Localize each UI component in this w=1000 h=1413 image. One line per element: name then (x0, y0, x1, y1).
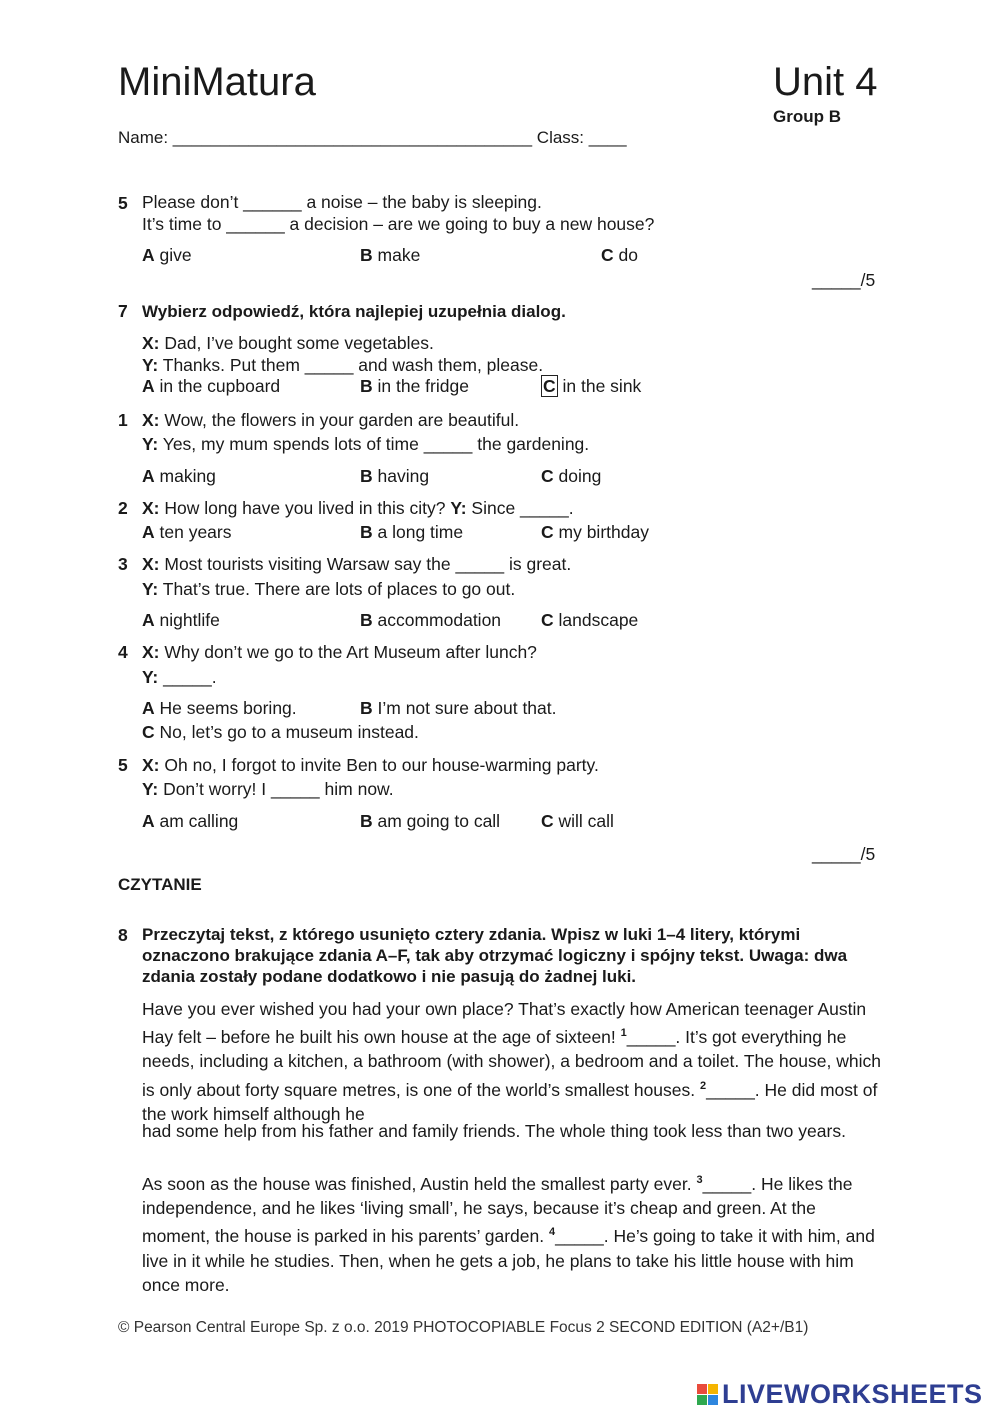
example-x-line: X: Dad, I’ve bought some vegetables. (142, 333, 434, 353)
question-8-instruction: Przeczytaj tekst, z którego usunięto cztery zdania. Wpisz w luki 1–4 litery, którymi oznaczono brakujące zdania A–F, tak aby otrzymać logiczny i spójny tekst. Uwaga: dwa zdania zostały podane dodatkowo i nie pasują do żadnej luki. (142, 925, 848, 986)
item-5-option-a[interactable]: A am calling (142, 811, 239, 831)
example-option-b: B in the fridge (360, 376, 469, 396)
question-number: 8 (118, 925, 128, 945)
liveworksheets-logo[interactable] (697, 1379, 983, 1410)
item-1-option-a[interactable]: A making (142, 466, 216, 486)
item-1-option-c[interactable]: C doing (541, 466, 602, 486)
gap-number: 1 (620, 1027, 627, 1040)
item-4-y-line: Y: _____. (142, 667, 217, 687)
gap-number: 2 (700, 1079, 707, 1092)
reading-paragraph-2: had some help from his father and family friends. The whole thing took less than two years. (142, 1121, 846, 1141)
gap-2: _____. He did most of the work himself although he (142, 1079, 878, 1124)
item-number: 1 (118, 410, 128, 430)
worksheet-title: MiniMatura (118, 60, 316, 104)
item-number: 2 (118, 498, 128, 518)
gap-number: 4 (548, 1226, 556, 1239)
example-y-line: Y: Thanks. Put them _____ and wash them, please. (142, 355, 544, 375)
item-number: 5 (118, 755, 128, 775)
item-5-x-line: X: Oh no, I forgot to invite Ben to our house-warming party. (142, 755, 599, 775)
item-3-option-b[interactable]: B accommodation (360, 610, 502, 630)
item-2-option-b[interactable]: B a long time (360, 522, 464, 542)
option-c[interactable]: C do (601, 245, 638, 265)
example-option-a: A in the cupboard (142, 376, 281, 396)
gap-3: _____. He likes the independence, and he likes ‘living small’, he says, because it’s cheap and green. At the moment, the house is parked in his parents’ garden. (142, 1173, 853, 1247)
score-field[interactable]: _____/5 (812, 270, 876, 290)
item-1-x-line: X: Wow, the flowers in your garden are beautiful. (142, 410, 520, 430)
unit-label: Unit 4 (773, 60, 878, 104)
item-1-y-line: Y: Yes, my mum spends lots of time _____ the gardening. (142, 434, 590, 454)
reading-paragraph-1: Have you ever wished you had your own place? That’s exactly how American teenager Austin Hay felt – before he built his own house at the age of sixteen! $^1$_____. It’s got everything he needs, including a kitchen, a bathroom (with shower), a bedroom and a toilet. The house, which is only about forty square metres, is one of the world’s smallest houses. $^2$_____. He did most of the work himself although he (142, 999, 881, 1124)
question-5-line-2: It’s time to ______ a decision – are we going to buy a new house? (142, 214, 655, 234)
copyright-footer: © Pearson Central Europe Sp. z o.o. 2019 PHOTOCOPIABLE Focus 2 SECOND EDITION (A2+/B1) (118, 1319, 809, 1336)
example-option-c-marked: C in the sink (543, 376, 642, 396)
item-3-y-line: Y: That’s true. There are lots of places to go out. (142, 579, 516, 599)
name-class-line: Name: ______________________________________ Class: ____ (118, 128, 627, 147)
option-b[interactable]: B make (360, 245, 421, 265)
gap-1: _____. It’s got everything he needs, including a kitchen, a bathroom (with shower), a bedroom and a toilet. The house, which is only about forty square metres, is one of the world’s smallest houses. (142, 1027, 881, 1100)
group-label: Group B (773, 107, 841, 126)
gap-number: 3 (696, 1174, 703, 1186)
item-3-option-a[interactable]: A nightlife (142, 610, 220, 630)
section-heading: CZYTANIE (118, 875, 202, 894)
question-5-line-1: Please don’t ______ a noise – the baby is sleeping. (142, 192, 542, 212)
logo-text: LIVEWORKSHEETS (722, 1379, 983, 1409)
score-field[interactable]: _____/5 (812, 844, 876, 864)
item-2-option-a[interactable]: A ten years (142, 522, 232, 542)
logo-icon (697, 1384, 718, 1405)
item-number: 3 (118, 554, 128, 574)
question-7-instruction: Wybierz odpowiedź, która najlepiej uzupełnia dialog. (142, 302, 566, 321)
item-4-option-b[interactable]: B I’m not sure about that. (360, 698, 557, 718)
answer-box: C (543, 376, 556, 396)
item-3-option-c[interactable]: C landscape (541, 610, 639, 630)
item-1-option-b[interactable]: B having (360, 466, 430, 486)
item-5-option-c[interactable]: C will call (541, 811, 614, 831)
item-2-line: X: How long have you lived in this city? Y: Since _____. (142, 498, 574, 518)
item-number: 4 (118, 642, 128, 662)
question-number: 5 (118, 193, 128, 213)
option-a[interactable]: A give (142, 245, 192, 265)
reading-paragraph-3: As soon as the house was finished, Austin held the smallest party ever. $^3$_____. He likes the independence, and he likes ‘living small’, he says, because it’s cheap and green. At the moment, the house is parked in his parents’ garden. $^4$_____. He’s going to take it with him, and live in it while he studies. Then, when he gets a job, he plans to take his little house with him once more. (142, 1173, 875, 1295)
item-5-y-line: Y: Don’t worry! I _____ him now. (142, 779, 394, 799)
item-4-x-line: X: Why don’t we go to the Art Museum after lunch? (142, 642, 537, 662)
item-3-x-line: X: Most tourists visiting Warsaw say the _____ is great. (142, 554, 572, 574)
gap-4: _____. He’s going to take it with him, and live in it while he studies. Then, when he gets a job, he plans to take his little house with him once more. (142, 1226, 875, 1295)
item-4-option-a[interactable]: A He seems boring. (142, 698, 297, 718)
item-4-option-c[interactable]: C No, let’s go to a museum instead. (142, 722, 419, 742)
item-2-option-c[interactable]: C my birthday (541, 522, 649, 542)
question-number: 7 (118, 301, 128, 321)
item-5-option-b[interactable]: B am going to call (360, 811, 501, 831)
